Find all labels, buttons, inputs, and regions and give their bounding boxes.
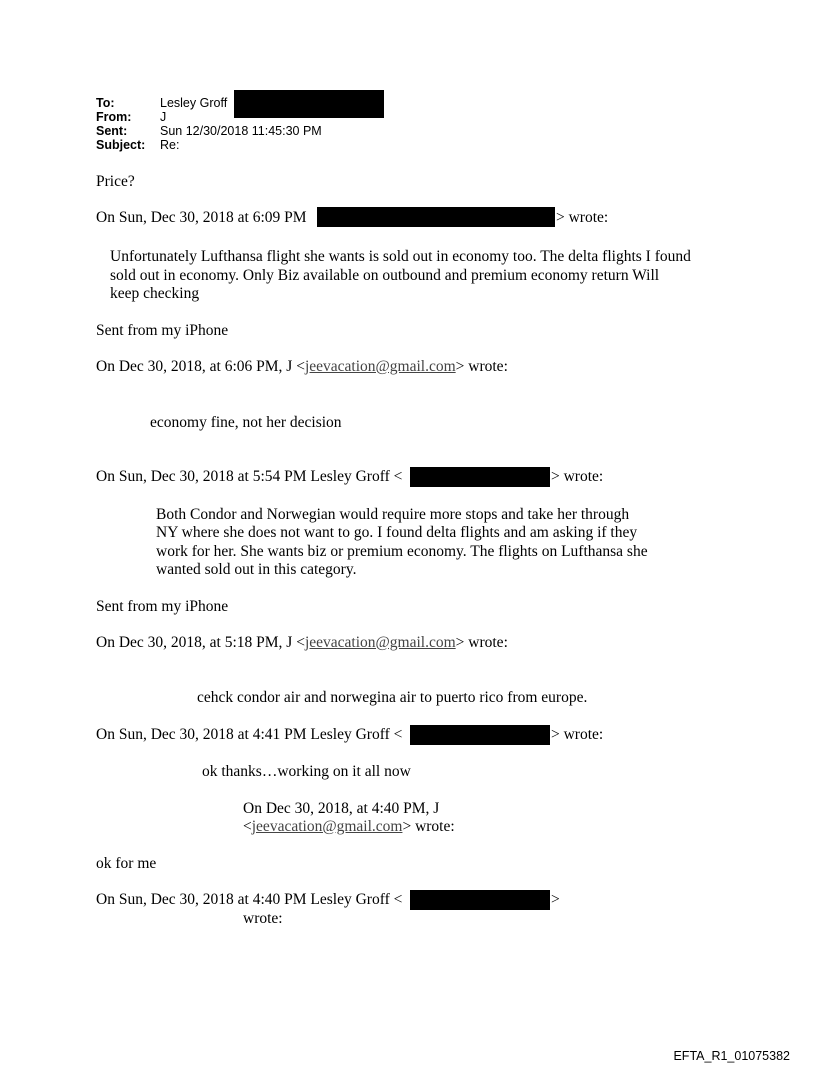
- quote-header-7-wrote: wrote:: [243, 910, 283, 927]
- subject-label: Subject:: [96, 138, 146, 152]
- from-value: J: [160, 110, 167, 124]
- message-line: wanted sold out in this category.: [156, 561, 357, 578]
- redaction-block: [410, 467, 550, 487]
- quote-header-2: On Dec 30, 2018, at 6:06 PM, J <jeevacation@gmail.com> wrote:: [96, 358, 508, 375]
- signature: Sent from my iPhone: [96, 322, 229, 339]
- message-line: work for her. She wants biz or premium economy. The flights on Lufthansa she: [156, 543, 648, 560]
- message-line: NY where she does not want to go. I found delta flights and am asking if they: [156, 524, 638, 541]
- redaction-block: [234, 90, 384, 118]
- redaction-block: [410, 725, 550, 745]
- quote-header-1-end: > wrote:: [556, 209, 609, 226]
- quote-header-6b: <jeevacation@gmail.com> wrote:: [243, 818, 455, 835]
- message-line: cehck condor air and norwegina air to puerto rico from europe.: [197, 689, 588, 706]
- quote-header-5-end: > wrote:: [551, 726, 604, 743]
- from-row: [96, 110, 166, 124]
- to-row: [96, 96, 227, 110]
- quote-header-1: On Sun, Dec 30, 2018 at 6:09 PM: [96, 209, 307, 226]
- sent-label: Sent:: [96, 124, 128, 138]
- reply-text: Price?: [96, 173, 135, 190]
- document-id: EFTA_R1_01075382: [673, 1049, 790, 1063]
- quote-header-6: On Dec 30, 2018, at 4:40 PM, J: [243, 800, 440, 817]
- email-link[interactable]: jeevacation@gmail.com: [304, 358, 456, 375]
- message-line: ok for me: [96, 855, 157, 872]
- quote-header-7-end: >: [551, 891, 560, 908]
- quote-header-4: On Dec 30, 2018, at 5:18 PM, J <jeevacation@gmail.com> wrote:: [96, 634, 508, 651]
- message-line: Unfortunately Lufthansa flight she wants is sold out in economy too. The delta flights I found: [110, 248, 691, 265]
- message-line: keep checking: [110, 285, 200, 302]
- quote-header-3-end: > wrote:: [551, 468, 604, 485]
- quote-header-7: On Sun, Dec 30, 2018 at 4:40 PM Lesley Groff <: [96, 891, 403, 908]
- quote-header-3: On Sun, Dec 30, 2018 at 5:54 PM Lesley Groff <: [96, 468, 403, 485]
- message-line: Both Condor and Norwegian would require more stops and take her through: [156, 506, 630, 523]
- sent-row: [96, 124, 322, 138]
- sent-value: Sun 12/30/2018 11:45:30 PM: [160, 124, 322, 138]
- email-link[interactable]: jeevacation@gmail.com: [304, 634, 456, 651]
- subject-row: [96, 138, 179, 152]
- redaction-block: [410, 890, 550, 910]
- quote-header-5: On Sun, Dec 30, 2018 at 4:41 PM Lesley Groff <: [96, 726, 403, 743]
- subject-value: Re:: [160, 138, 180, 152]
- from-label: From:: [96, 110, 132, 124]
- message-line: economy fine, not her decision: [150, 414, 342, 431]
- signature: Sent from my iPhone: [96, 598, 229, 615]
- to-value: Lesley Groff: [160, 96, 228, 110]
- message-line: sold out in economy. Only Biz available on outbound and premium economy return Will: [110, 267, 660, 284]
- redaction-block: [317, 207, 555, 227]
- email-link[interactable]: jeevacation@gmail.com: [251, 818, 403, 835]
- message-line: ok thanks…working on it all now: [202, 763, 411, 780]
- to-label: To:: [96, 96, 115, 110]
